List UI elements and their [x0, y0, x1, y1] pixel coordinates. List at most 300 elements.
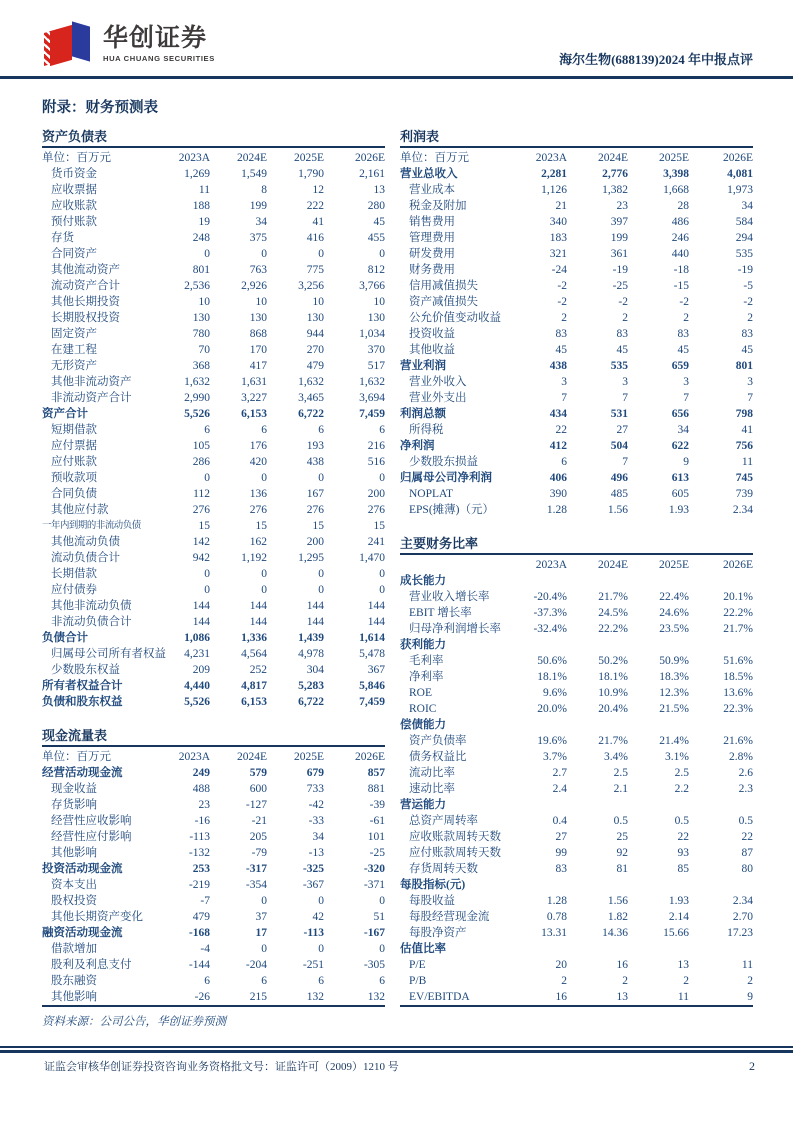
year-header: 2026E — [722, 152, 753, 164]
value-cell: 20 — [555, 959, 567, 971]
value-cell: 1,668 — [663, 184, 689, 196]
row-label: 净利率 — [409, 671, 444, 683]
value-cell: 1,336 — [241, 632, 267, 644]
row-label: ROIC — [409, 703, 437, 715]
table-row — [400, 957, 753, 973]
value-cell: 5,526 — [184, 696, 210, 708]
value-cell: 45 — [373, 216, 385, 228]
value-cell: 24.6% — [659, 607, 689, 619]
value-cell: 801 — [735, 360, 753, 372]
value-cell: 11 — [741, 456, 753, 468]
value-cell: 11 — [741, 959, 753, 971]
row-label: 存货 — [51, 232, 74, 244]
value-cell — [628, 637, 689, 653]
row-label: 资本支出 — [51, 879, 97, 891]
table-row — [400, 765, 753, 781]
value-cell: 1.82 — [607, 911, 628, 923]
page-number: 2 — [749, 1059, 755, 1073]
row-label: 应收票据 — [51, 184, 97, 196]
cash-flow-table — [42, 725, 385, 1007]
value-cell: 34 — [677, 424, 689, 436]
table-row — [400, 877, 753, 893]
value-cell: 15 — [312, 520, 324, 532]
table-row — [42, 598, 385, 614]
unit-label — [400, 557, 506, 573]
value-cell: 18.1% — [598, 671, 628, 683]
value-cell: 199 — [249, 200, 267, 212]
value-cell: -354 — [245, 879, 267, 891]
table-row — [42, 326, 385, 342]
value-cell: 0 — [261, 895, 267, 907]
table-body — [42, 749, 385, 1007]
value-cell — [506, 717, 567, 733]
value-cell: 144 — [306, 616, 324, 628]
value-cell: -5 — [743, 280, 753, 292]
row-label: 股利及利息支付 — [51, 959, 132, 971]
row-label: 归母净利润增长率 — [409, 623, 501, 635]
value-cell: 2,776 — [602, 168, 628, 180]
value-cell: 23 — [616, 200, 628, 212]
value-cell: 216 — [367, 440, 385, 452]
value-cell: 0 — [261, 584, 267, 596]
value-cell: 304 — [306, 664, 324, 676]
row-label: 长期股权投资 — [51, 312, 120, 324]
table-row — [42, 342, 385, 358]
value-cell: -26 — [194, 991, 210, 1003]
row-label: 税金及附加 — [409, 200, 467, 212]
value-cell: -320 — [363, 863, 385, 875]
value-cell: 0.78 — [546, 911, 567, 923]
row-label: 流动负债合计 — [51, 552, 120, 564]
value-cell: 488 — [192, 783, 210, 795]
value-cell: 21.4% — [659, 735, 689, 747]
value-cell: 20.0% — [537, 703, 567, 715]
year-header: 2024E — [597, 559, 628, 571]
row-label: 营业外收入 — [409, 376, 467, 388]
value-cell — [567, 637, 628, 653]
table-row — [400, 278, 753, 294]
value-cell: 34 — [741, 200, 753, 212]
value-cell — [567, 797, 628, 813]
value-cell: 659 — [671, 360, 689, 372]
table-row — [400, 829, 753, 845]
value-cell: -168 — [188, 927, 210, 939]
table-header-row — [42, 749, 385, 765]
value-cell: 25 — [616, 831, 628, 843]
value-cell: 1,614 — [359, 632, 385, 644]
row-label: 速动比率 — [409, 783, 455, 795]
value-cell: 28 — [677, 200, 689, 212]
row-label: 债务权益比 — [409, 751, 467, 763]
value-cell: 7 — [622, 392, 628, 404]
value-cell: 248 — [192, 232, 210, 244]
value-cell: -79 — [251, 847, 267, 859]
table-row — [400, 358, 753, 374]
value-cell: 504 — [610, 440, 628, 452]
row-label: 经营性应收影响 — [51, 815, 132, 827]
value-cell — [689, 573, 753, 589]
table-row — [400, 973, 753, 989]
table-row — [400, 733, 753, 749]
value-cell: 1,632 — [359, 376, 385, 388]
value-cell: 6 — [204, 975, 210, 987]
year-header: 2024E — [236, 751, 267, 763]
main-content — [0, 79, 793, 1029]
value-cell: 23.5% — [659, 623, 689, 635]
value-cell: 132 — [367, 991, 385, 1003]
value-cell: 455 — [367, 232, 385, 244]
table-row — [400, 502, 753, 518]
value-cell: 375 — [249, 232, 267, 244]
row-label: 资产减值损失 — [409, 296, 478, 308]
value-cell: -2 — [557, 280, 567, 292]
value-cell: 13 — [677, 959, 689, 971]
value-cell: -132 — [188, 847, 210, 859]
value-cell: 0 — [261, 472, 267, 484]
value-cell: 9 — [747, 991, 753, 1003]
row-label: 股东融资 — [51, 975, 97, 987]
value-cell: 45 — [741, 344, 753, 356]
table-row — [400, 342, 753, 358]
value-cell: 2.14 — [668, 911, 689, 923]
value-cell: 5,478 — [359, 648, 385, 660]
value-cell: 10.9% — [598, 687, 628, 699]
table-row — [42, 989, 385, 1005]
value-cell — [689, 717, 753, 733]
table-row — [42, 550, 385, 566]
value-cell: 13.31 — [541, 927, 567, 939]
value-cell: 340 — [549, 216, 567, 228]
value-cell: 7,459 — [359, 696, 385, 708]
value-cell: 868 — [249, 328, 267, 340]
value-cell: 485 — [610, 488, 628, 500]
year-header: 2026E — [354, 751, 385, 763]
value-cell: 0 — [261, 943, 267, 955]
table-row — [42, 861, 385, 877]
value-cell: 361 — [610, 248, 628, 260]
table-title: 利润表 — [400, 126, 753, 148]
table-row — [42, 630, 385, 646]
value-cell: 2 — [747, 312, 753, 324]
value-cell: 22 — [741, 831, 753, 843]
value-cell: 438 — [306, 456, 324, 468]
table-row — [42, 797, 385, 813]
row-label: 其他长期资产变化 — [51, 911, 143, 923]
value-cell: 252 — [249, 664, 267, 676]
value-cell: 253 — [192, 863, 210, 875]
row-label: 资产负债率 — [409, 735, 467, 747]
value-cell: 656 — [671, 408, 689, 420]
table-row — [42, 470, 385, 486]
table-row — [400, 717, 753, 733]
row-label: 非流动资产合计 — [51, 392, 132, 404]
cube-blue-face — [72, 21, 90, 61]
row-label: 固定资产 — [51, 328, 97, 340]
value-cell: 2.70 — [732, 911, 753, 923]
value-cell: 276 — [306, 504, 324, 516]
value-cell: 200 — [306, 536, 324, 548]
unit-label: 单位：百万元 — [400, 152, 469, 164]
row-label: 其他非流动负债 — [51, 600, 132, 612]
row-label: 存货周转天数 — [409, 863, 478, 875]
value-cell: 10 — [373, 296, 385, 308]
value-cell: 16 — [616, 959, 628, 971]
value-cell: 10 — [255, 296, 267, 308]
value-cell: 7 — [622, 456, 628, 468]
value-cell: 798 — [735, 408, 753, 420]
row-label: 应收账款 — [51, 200, 97, 212]
value-cell: 942 — [192, 552, 210, 564]
row-label: 流动比率 — [409, 767, 455, 779]
table-row — [42, 973, 385, 989]
appendix-title: 附录：财务预测表 — [42, 100, 158, 116]
logo-text — [103, 23, 215, 63]
row-label: 其他影响 — [51, 991, 97, 1003]
value-cell — [567, 941, 628, 957]
left-column — [42, 126, 385, 1029]
value-cell: -167 — [363, 927, 385, 939]
row-label: 其他收益 — [409, 344, 455, 356]
value-cell: 622 — [671, 440, 689, 452]
value-cell: 6 — [561, 456, 567, 468]
value-cell: 12 — [312, 184, 324, 196]
value-cell: 23 — [198, 799, 210, 811]
value-cell: -305 — [363, 959, 385, 971]
value-cell: -15 — [673, 280, 689, 292]
value-cell: 3.1% — [665, 751, 689, 763]
value-cell — [567, 573, 628, 589]
value-cell: 2.2 — [674, 783, 689, 795]
row-label: 负债合计 — [42, 632, 88, 644]
value-cell: 188 — [192, 200, 210, 212]
row-label: 每股收益 — [409, 895, 455, 907]
value-cell: 45 — [555, 344, 567, 356]
table-row — [42, 646, 385, 662]
row-label: 无形资产 — [51, 360, 97, 372]
table-row — [42, 941, 385, 957]
value-cell: 1.93 — [668, 895, 689, 907]
row-label: 应付账款周转天数 — [409, 847, 501, 859]
row-label: 长期借款 — [51, 568, 97, 580]
value-cell: 18.5% — [723, 671, 753, 683]
value-cell: 733 — [306, 783, 324, 795]
value-cell: 21.6% — [723, 735, 753, 747]
value-cell: -2 — [743, 296, 753, 308]
table-row — [400, 621, 753, 637]
value-cell: 2.34 — [732, 895, 753, 907]
value-cell: 17.23 — [727, 927, 753, 939]
value-cell: 105 — [192, 440, 210, 452]
value-cell: 1,632 — [184, 376, 210, 388]
value-cell: 600 — [249, 783, 267, 795]
value-cell: 763 — [249, 264, 267, 276]
table-row — [400, 941, 753, 957]
huachuang-logo — [44, 18, 215, 70]
value-cell: 0 — [318, 248, 324, 260]
value-cell: 17 — [255, 927, 267, 939]
value-cell: 130 — [367, 312, 385, 324]
value-cell — [689, 637, 753, 653]
value-cell — [689, 941, 753, 957]
value-cell: 280 — [367, 200, 385, 212]
row-label: 股权投资 — [51, 895, 97, 907]
value-cell: 370 — [367, 344, 385, 356]
table-row — [400, 470, 753, 486]
row-label: 公允价值变动收益 — [409, 312, 501, 324]
value-cell: 13 — [373, 184, 385, 196]
value-cell: 679 — [306, 767, 324, 779]
value-cell: 144 — [367, 616, 385, 628]
row-label: 所有者权益合计 — [42, 680, 123, 692]
table-row — [42, 166, 385, 182]
table-row — [400, 182, 753, 198]
value-cell: -13 — [308, 847, 324, 859]
table-row — [42, 294, 385, 310]
value-cell: 367 — [367, 664, 385, 676]
unit-label: 单位：百万元 — [42, 751, 111, 763]
table-row — [42, 262, 385, 278]
value-cell: 14.36 — [602, 927, 628, 939]
value-cell: -42 — [308, 799, 324, 811]
row-label: 估值比率 — [400, 943, 446, 955]
value-cell: 2 — [561, 975, 567, 987]
value-cell: 4,564 — [241, 648, 267, 660]
value-cell: 87 — [741, 847, 753, 859]
value-cell: 3 — [747, 376, 753, 388]
value-cell: 3,465 — [298, 392, 324, 404]
table-row — [400, 454, 753, 470]
value-cell: -7 — [200, 895, 210, 907]
value-cell: 7 — [561, 392, 567, 404]
value-cell: 27 — [555, 831, 567, 843]
value-cell: 5,526 — [184, 408, 210, 420]
table-row — [400, 310, 753, 326]
value-cell: -25 — [612, 280, 628, 292]
value-cell: 2.5 — [613, 767, 628, 779]
value-cell: 321 — [549, 248, 567, 260]
row-label: 其他长期投资 — [51, 296, 120, 308]
value-cell: 144 — [249, 600, 267, 612]
value-cell: 0.5 — [738, 815, 753, 827]
table-row — [42, 893, 385, 909]
value-cell: 2 — [747, 975, 753, 987]
table-header-row — [400, 150, 753, 166]
row-label: 少数股东权益 — [51, 664, 120, 676]
year-header: 2024E — [236, 152, 267, 164]
table-row — [42, 406, 385, 422]
value-cell: 3,694 — [359, 392, 385, 404]
value-cell — [506, 797, 567, 813]
table-row — [42, 829, 385, 845]
value-cell: 2 — [561, 312, 567, 324]
value-cell: -32.4% — [533, 623, 567, 635]
value-cell: -204 — [245, 959, 267, 971]
table-row — [42, 246, 385, 262]
value-cell: 0 — [379, 248, 385, 260]
value-cell: 397 — [610, 216, 628, 228]
value-cell: 183 — [549, 232, 567, 244]
value-cell: 11 — [198, 184, 210, 196]
table-row — [400, 422, 753, 438]
value-cell: 1,470 — [359, 552, 385, 564]
value-cell: 13 — [616, 991, 628, 1003]
table-body — [400, 557, 753, 1007]
row-label: 应收账款周转天数 — [409, 831, 501, 843]
row-label: 货币资金 — [51, 168, 97, 180]
value-cell: 2.8% — [729, 751, 753, 763]
value-cell: 406 — [549, 472, 567, 484]
value-cell: -19 — [612, 264, 628, 276]
value-cell: 479 — [306, 360, 324, 372]
value-cell: 2.34 — [732, 504, 753, 516]
table-header-row — [400, 557, 753, 573]
value-cell: 130 — [192, 312, 210, 324]
row-label: 现金收益 — [51, 783, 97, 795]
table-row — [42, 310, 385, 326]
value-cell: 0.5 — [674, 815, 689, 827]
value-cell: 286 — [192, 456, 210, 468]
value-cell — [506, 637, 567, 653]
value-cell: 0 — [318, 584, 324, 596]
table-row — [42, 534, 385, 550]
value-cell: 2 — [683, 975, 689, 987]
value-cell: 6,153 — [241, 408, 267, 420]
row-label: 应付债券 — [51, 584, 97, 596]
value-cell: 4,081 — [727, 168, 753, 180]
value-cell: 6,153 — [241, 696, 267, 708]
cube-red-face — [50, 25, 72, 66]
value-cell: 579 — [249, 767, 267, 779]
table-row — [400, 374, 753, 390]
value-cell: 13.6% — [723, 687, 753, 699]
table-row — [42, 845, 385, 861]
value-cell: -113 — [189, 831, 210, 843]
value-cell: 19 — [198, 216, 210, 228]
value-cell — [628, 717, 689, 733]
value-cell: -33 — [308, 815, 324, 827]
table-row — [400, 893, 753, 909]
value-cell: -16 — [194, 815, 210, 827]
year-header: 2025E — [293, 152, 324, 164]
value-cell: 22 — [677, 831, 689, 843]
value-cell: 45 — [677, 344, 689, 356]
value-cell: 144 — [192, 600, 210, 612]
value-cell: 70 — [198, 344, 210, 356]
value-cell: 294 — [735, 232, 753, 244]
value-cell: 801 — [192, 264, 210, 276]
value-cell: 2,926 — [241, 280, 267, 292]
table-row — [42, 198, 385, 214]
value-cell: 0 — [318, 943, 324, 955]
value-cell: 37 — [255, 911, 267, 923]
table-row — [400, 198, 753, 214]
table-row — [42, 957, 385, 973]
table-row — [42, 694, 385, 710]
value-cell: 92 — [616, 847, 628, 859]
value-cell: 1,632 — [298, 376, 324, 388]
value-cell: 605 — [671, 488, 689, 500]
value-cell: 412 — [549, 440, 567, 452]
value-cell: 0 — [204, 472, 210, 484]
table-row — [400, 214, 753, 230]
value-cell: 144 — [306, 600, 324, 612]
value-cell: 4,817 — [241, 680, 267, 692]
row-label: 其他影响 — [51, 847, 97, 859]
value-cell: 6 — [261, 975, 267, 987]
year-header: 2026E — [354, 152, 385, 164]
value-cell: 1,269 — [184, 168, 210, 180]
value-cell: 531 — [610, 408, 628, 420]
